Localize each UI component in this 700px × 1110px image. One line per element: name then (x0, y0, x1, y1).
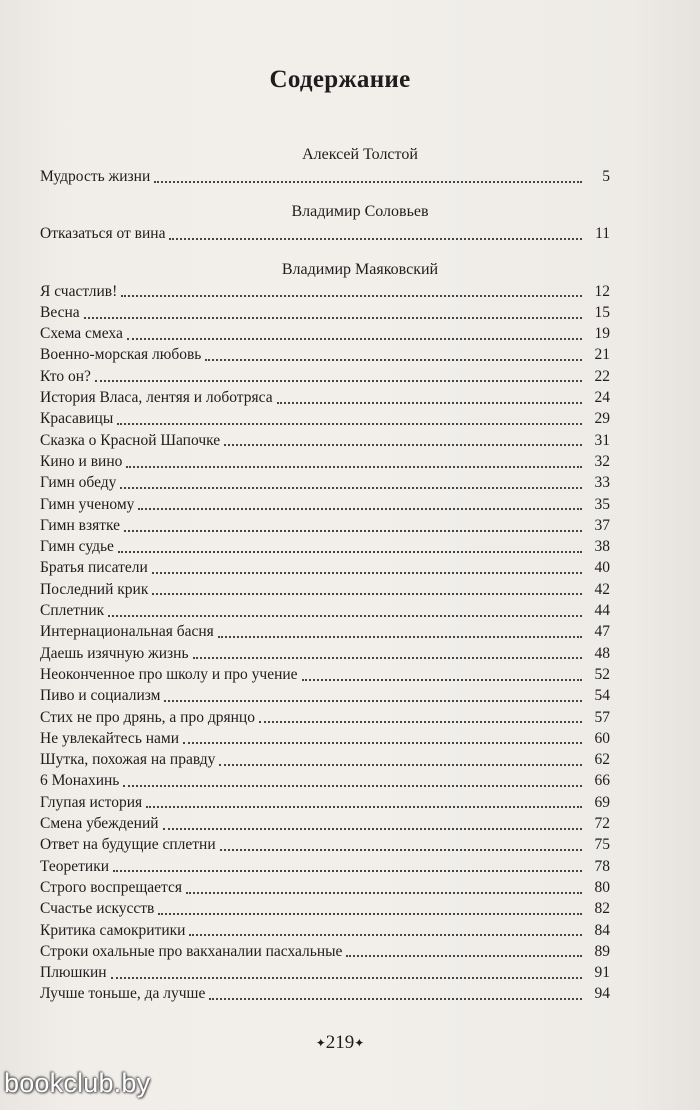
toc-entry-title: Не увлекайтесь нами (40, 729, 180, 747)
dot-leader (302, 679, 582, 681)
toc-entry-title: Интернациональная басня (40, 623, 214, 641)
dot-leader (169, 238, 582, 240)
table-of-contents (40, 140, 610, 1005)
toc-entry-page: 60 (594, 729, 610, 747)
toc-entry-page: 91 (594, 964, 610, 982)
toc-entry (40, 856, 610, 877)
dot-leader (152, 593, 582, 595)
toc-entry-page: 15 (594, 303, 610, 321)
toc-entry-title: Даешь изячную жизнь (40, 644, 189, 662)
dot-leader (95, 380, 582, 382)
toc-entry-title: Гимн обеду (40, 474, 117, 492)
toc-entry (40, 749, 610, 770)
dot-leader (120, 487, 582, 489)
toc-entry (40, 877, 610, 898)
dot-leader (117, 423, 582, 425)
toc-entry (40, 920, 610, 941)
toc-entry-title: Шутка, похожая на правду (40, 751, 216, 769)
toc-entry (40, 451, 610, 472)
toc-entry-page: 31 (594, 431, 610, 449)
toc-entry-page: 22 (594, 367, 610, 385)
toc-entry (40, 962, 610, 983)
toc-entry-title: Гимн взятке (40, 516, 121, 534)
toc-entry-title: Лучше тоньше, да лучше (40, 985, 206, 1003)
dot-leader (346, 955, 582, 957)
toc-entry (40, 494, 610, 515)
section-author: Владимир Соловьев (291, 203, 429, 221)
ornament-left-icon: ✦ (315, 1036, 326, 1051)
toc-entry-page: 12 (594, 282, 610, 300)
toc-entry (40, 664, 610, 685)
toc-entry-title: Неоконченное про школу и про учение (40, 665, 298, 683)
toc-entry-page: 78 (594, 857, 610, 875)
toc-entry (40, 792, 610, 813)
toc-entry-title: Весна (40, 303, 80, 321)
toc-entry-title: Теоретики (40, 857, 110, 875)
toc-entry-page: 75 (594, 836, 610, 854)
dot-leader (164, 700, 582, 702)
toc-entry (40, 983, 610, 1004)
toc-entry-title: Я счастлив! (40, 282, 118, 300)
toc-entry (40, 579, 610, 600)
toc-entry-page: 5 (602, 168, 610, 185)
toc-entry (40, 813, 610, 834)
toc-entry (40, 707, 610, 728)
dot-leader (183, 742, 582, 744)
dot-leader (124, 530, 582, 532)
dot-leader (158, 913, 582, 915)
toc-entry-page: 24 (594, 389, 610, 407)
toc-entry-page: 69 (594, 793, 610, 811)
section-author: Владимир Маяковский (281, 260, 439, 278)
toc-entry-title: Строки охальные про вакханалии пасхальные (40, 942, 343, 960)
toc-entry-page: 48 (594, 644, 610, 662)
toc-entry-page: 35 (594, 495, 610, 513)
toc-entry (40, 387, 610, 408)
toc-entry-page: 21 (594, 346, 610, 364)
toc-entry-title: Сплетник (40, 602, 105, 620)
toc-entry-title: Красавицы (40, 410, 114, 428)
dot-leader (277, 402, 582, 404)
toc-entry-page: 29 (594, 410, 610, 428)
toc-entry-page: 62 (594, 751, 610, 769)
toc-entry-title: Счастье искусств (40, 900, 155, 918)
toc-entry-title: Смена убеждений (40, 815, 159, 833)
toc-entry-page: 47 (594, 623, 610, 641)
toc-entry-title: Сказка о Красной Шапочке (40, 431, 221, 449)
toc-entry-page: 40 (594, 559, 610, 577)
page-number (0, 1032, 680, 1054)
toc-entry-page: 54 (594, 687, 610, 705)
dot-leader (152, 572, 582, 574)
toc-entry (40, 344, 610, 365)
toc-entry (40, 536, 610, 557)
dot-leader (154, 181, 582, 183)
toc-entry (40, 323, 610, 344)
toc-entry-title: Военно-морская любовь (40, 346, 202, 364)
toc-entry (40, 557, 610, 578)
dot-leader (108, 615, 582, 617)
toc-entry-page: 82 (594, 900, 610, 918)
toc-entry-page: 80 (594, 878, 610, 896)
toc-entry-page: 52 (594, 665, 610, 683)
dot-leader (218, 636, 582, 638)
toc-entry-title: Гимн ученому (40, 495, 135, 513)
toc-entry (40, 941, 610, 962)
dot-leader (220, 849, 582, 851)
toc-entry-title: Плюшкин (40, 964, 107, 982)
toc-entry-page: 89 (594, 942, 610, 960)
toc-entry (40, 430, 610, 451)
toc-entry-page: 33 (594, 474, 610, 492)
toc-entry-page: 38 (594, 538, 610, 556)
toc-entry (40, 302, 610, 323)
dot-leader (219, 764, 582, 766)
toc-entry (40, 166, 610, 187)
dot-leader (111, 977, 582, 979)
toc-entry (40, 643, 610, 664)
toc-entry-page: 66 (594, 772, 610, 790)
watermark: bookclub.by (4, 1068, 151, 1098)
toc-entry-page: 19 (594, 325, 610, 343)
dot-leader (163, 828, 582, 830)
toc-entry (40, 600, 610, 621)
dot-leader (209, 998, 582, 1000)
toc-entry (40, 281, 610, 302)
dot-leader (127, 338, 582, 340)
dot-leader (193, 657, 582, 659)
toc-entry-page: 32 (594, 452, 610, 470)
dot-leader (259, 721, 582, 723)
toc-entry (40, 366, 610, 387)
toc-entry-title: История Власа, лентяя и лоботряса (40, 389, 273, 407)
dot-leader (205, 359, 582, 361)
toc-entry-title: Кто он? (40, 367, 91, 385)
dot-leader (126, 466, 582, 468)
toc-entry-title: Строго воспрещается (40, 878, 183, 896)
toc-entry (40, 685, 610, 706)
toc-entry (40, 770, 610, 791)
toc-entry-title: Схема смеха (40, 325, 123, 343)
ornament-right-icon: ✦ (354, 1036, 365, 1051)
dot-leader (113, 870, 582, 872)
dot-leader (224, 444, 582, 446)
toc-entry (40, 472, 610, 493)
toc-entry (40, 898, 610, 919)
toc-entry-title: Мудрость жизни (40, 168, 151, 185)
toc-entry (40, 728, 610, 749)
toc-entry-title: 6 Монахинь (40, 772, 120, 790)
toc-entry-title: Стих не про дрянь, а про дрянцо (40, 708, 255, 726)
toc-entry-title: Критика самокритики (40, 921, 186, 939)
toc-entry-title: Пиво и социализм (40, 687, 161, 705)
toc-entry-page: 37 (594, 516, 610, 534)
dot-leader (84, 317, 582, 319)
dot-leader (123, 785, 582, 787)
toc-entry-title: Братья писатели (40, 559, 148, 577)
dot-leader (118, 551, 582, 553)
toc-entry-title: Кино и вино (40, 452, 123, 470)
toc-entry (40, 408, 610, 429)
toc-entry (40, 223, 610, 244)
section-author: Алексей Толстой (302, 146, 418, 163)
toc-entry-page: 44 (594, 602, 610, 620)
toc-entry (40, 515, 610, 536)
dot-leader (146, 806, 582, 808)
page-title: Содержание (269, 66, 411, 93)
toc-entry-title: Ответ на будущие сплетни (40, 836, 216, 854)
toc-entry-page: 57 (594, 708, 610, 726)
toc-entry (40, 834, 610, 855)
dot-leader (189, 934, 582, 936)
toc-entry-page: 84 (594, 921, 610, 939)
toc-entry-title: Последний крик (40, 580, 149, 598)
toc-entry-page: 72 (594, 815, 610, 833)
dot-leader (186, 892, 582, 894)
toc-entry-title: Отказаться от вина (40, 225, 166, 243)
toc-entry-page: 42 (594, 580, 610, 598)
toc-entry-title: Глупая история (40, 793, 143, 811)
toc-entry-page: 11 (595, 225, 610, 243)
toc-entry-page: 94 (594, 985, 610, 1003)
toc-entry-title: Гимн судье (40, 538, 114, 556)
dot-leader (121, 295, 582, 297)
page-number-value: 219 (325, 1032, 355, 1053)
dot-leader (138, 508, 582, 510)
toc-entry (40, 621, 610, 642)
